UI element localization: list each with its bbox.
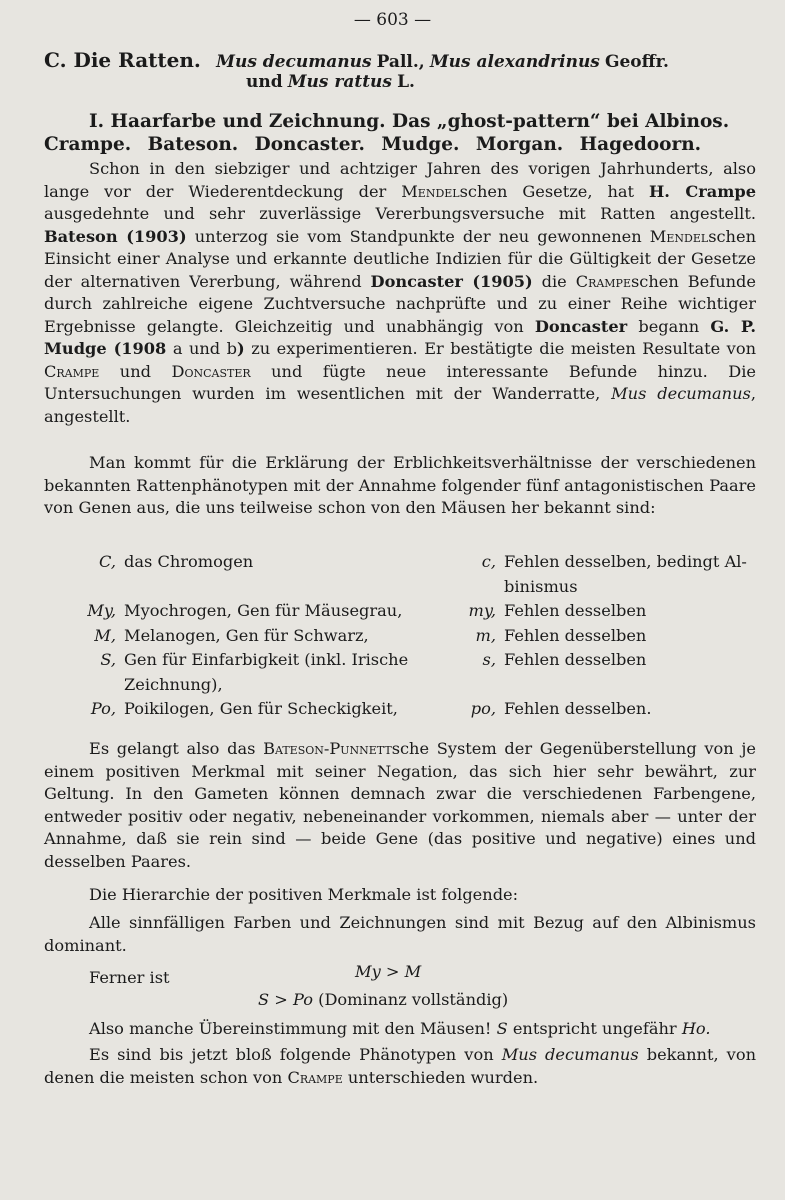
paragraph-hierarchy: Die Hierarchie der positiven Merkmale ist folgende: <box>89 885 519 904</box>
species-author: Pall., <box>376 52 425 72</box>
formula-s-po: S > Po (Dominanz vollständig) <box>258 990 509 1009</box>
author-name: Crampe <box>287 1067 343 1087</box>
citation: Bateson (1903) <box>44 226 187 246</box>
section-heading <box>44 48 764 92</box>
subsection-title: I. Haarfarbe und Zeichnung. Das „ghost-pattern“ bei Albinos. <box>89 111 730 132</box>
gene-row-continuation <box>44 673 756 698</box>
negation-symbol: po, <box>470 699 496 718</box>
author-name: Doncaster <box>171 361 251 381</box>
negation-description: Fehlen desselben <box>504 650 647 669</box>
species-name: Mus alexandrinus <box>429 52 600 72</box>
paragraph-history: Schon in den siebziger und achtziger Jahren des vorigen Jahrhunderts, also lange vor der Wiederentdeckung der Mendelschen Gesetze, hat H. Crampe ausgedehnte und sehr zuverlässige Vererbungsversuche mit Ratten angestellt. Bateson (1903) unterzog sie vom Standpunkte der neu gewonnenen Mendelschen Einsicht einer Analyse und erkannte deutliche Indizien für die Gültigkeit der Gesetze der alternativen Vererbung, während Doncaster (1905) die Crampeschen Befunde durch zahlreiche eigene Zuchtversuche nachprüfte und zu einer Reihe wichtiger Ergebnisse gelangte. Gleichzeitig und unabhängig von Doncaster begann G. P. Mudge (1908 a und b) zu experimentieren. Er bestätigte die meisten Resultate von Crampe und Doncaster und fügte neue interessante Befunde hinzu. Die Untersuchungen wurden im wesentlichen mit der Wanderratte, Mus decumanus, angestellt. <box>44 159 756 426</box>
gene-description: Melanogen, Gen für Schwarz, <box>124 625 369 645</box>
paragraph-system: Es gelangt also das Bateson-Punnettsche System der Gegenüberstellung von je einem positiven Merkmal mit seiner Negation, das sich hier sehr bewährt, zur Geltung. In den Gameten können demnach zwar die verschiedenen Farbengene, entweder positiv oder negativ, nebeneinander vorkommen, niemals aber — unter der Annahme, daß sie rein sind — beide Gene (das positive und negative) eines und desselben Paares. <box>44 739 756 871</box>
gene-symbol: Po, <box>90 699 116 718</box>
page-number: — 603 — <box>353 10 432 30</box>
negation-description: Fehlen desselben <box>504 625 647 645</box>
negation-description: binismus <box>504 576 578 596</box>
gene-symbol: M, <box>94 625 116 645</box>
gene-row <box>44 697 756 722</box>
author-name: Crampe <box>44 361 100 381</box>
subsection-authors: Crampe. Bateson. Doncaster. Mudge. Morgan. Hagedoorn. <box>44 134 702 155</box>
negation-symbol: c, <box>481 552 496 571</box>
gene-description: Poikilogen, Gen für Scheckigkeit, <box>124 699 398 718</box>
species-name: Mus decumanus <box>216 52 372 72</box>
gene-row <box>44 599 756 624</box>
section-title: C. Die Ratten. <box>44 48 201 72</box>
species-name: Mus decumanus <box>501 1045 639 1064</box>
author-name: Bateson-Punnett <box>263 739 392 758</box>
citation: G. P. Mudge (1908 <box>44 316 756 358</box>
subsection-heading <box>44 110 759 156</box>
gene-table <box>44 550 756 722</box>
gene-symbol: My, <box>87 601 116 620</box>
gene-row-continuation <box>44 575 756 600</box>
species-author: Geoffr. <box>604 52 669 72</box>
negation-symbol: s, <box>482 650 496 669</box>
gene-row <box>44 624 756 649</box>
paragraph-phenotypes: Es sind bis jetzt bloß folgende Phänotypen von Mus decumanus bekannt, von denen die meisten schon von Crampe unterschieden wurden. <box>44 1045 757 1087</box>
paragraph-comparison: Also manche Übereinstimmung mit den Mäusen! S entspricht ungefähr Ho. <box>89 1019 711 1038</box>
gene-description: Zeichnung), <box>124 674 223 694</box>
species-author: L. <box>397 72 415 92</box>
species-name: Mus rattus <box>287 72 392 92</box>
negation-description: Fehlen desselben <box>504 601 647 620</box>
citation: H. Crampe <box>648 181 756 201</box>
formula-intro: Ferner ist <box>89 968 170 987</box>
gene-row <box>44 550 756 575</box>
author-name: Mendel <box>401 181 460 201</box>
gene-row <box>44 648 756 673</box>
gene-description: Gen für Einfarbigkeit (inkl. Irische <box>124 650 409 669</box>
negation-description: Fehlen desselben, bedingt Al- <box>504 552 747 571</box>
author-name: Mendel <box>649 226 709 246</box>
gene-description: das Chromogen <box>124 552 254 571</box>
negation-symbol: my, <box>468 601 496 620</box>
species-name: Mus decumanus <box>611 384 751 403</box>
negation-symbol: m, <box>475 625 496 645</box>
paragraph-dominance: Alle sinnfälligen Farben und Zeichnungen sind mit Bezug auf den Albinismus dominant. <box>44 913 756 955</box>
conjunction: und <box>246 72 283 92</box>
author-name: Crampe <box>575 271 631 291</box>
formula-note: (Dominanz vollständig) <box>318 990 509 1009</box>
formula-my-m: My > M <box>355 962 422 981</box>
citation: Doncaster (1905) <box>370 271 533 291</box>
gene-symbol: C, <box>99 552 116 571</box>
negation-description: Fehlen desselben. <box>504 699 652 718</box>
paragraph-genes-intro: Man kommt für die Erklärung der Erblichkeitsverhältnisse der verschiedenen bekannten Rattenphänotypen mit der Annahme folgender fünf antagonistischen Paare von Genen aus, die uns teilweise schon von den Mäusen her bekannt sind: <box>44 453 756 517</box>
gene-symbol: S, <box>100 650 116 669</box>
gene-description: Myochrogen, Gen für Mäusegrau, <box>124 601 403 620</box>
citation: Doncaster <box>534 316 628 336</box>
